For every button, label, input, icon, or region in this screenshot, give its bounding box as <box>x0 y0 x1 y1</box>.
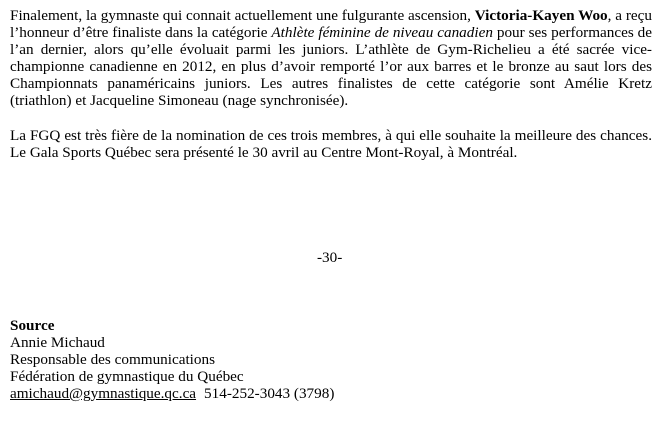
award-category: Athlète féminine de niveau canadien <box>271 24 493 41</box>
contact-name: Annie Michaud <box>10 334 105 351</box>
contact-phone: 514-252-3043 (3798) <box>204 385 335 402</box>
paragraph-mid: , a reçu l’honneur d’être finaliste dans la catégorie <box>10 7 653 41</box>
end-mark: -30- <box>317 249 343 266</box>
contact-email-link[interactable]: amichaud@gymnastique.qc.ca <box>10 385 197 402</box>
paragraph-gala: La FGQ est très fière de la nomination de ces trois membres, à qui elle souhaite la meilleure des chances. Le Gala Sports Québec sera présenté le 30 avril au Centre Mont-Royal, à Montréal. <box>10 127 652 161</box>
contact-line <box>10 385 334 402</box>
athlete-name: Victoria-Kayen Woo <box>474 7 608 24</box>
paragraph-intro: Finalement, la gymnaste qui connait actuellement une fulgurante ascension, <box>10 7 471 24</box>
source-block <box>10 317 334 402</box>
paragraph-finalist <box>10 7 652 109</box>
paragraph-rest: pour ses performances de l’an dernier, alors qu’elle évoluait parmi les juniors. L’athlète de Gym-Richelieu a été sacrée vice-championne canadienne en 2012, en plus d’avoir remporté l’or aux barres et le bronze au saut lors des Championnats panaméricains juniors. Les autres finalistes de cette catégorie sont Amélie Kretz (triathlon) et Jacqueline Simoneau (nage synchronisée). <box>10 24 653 109</box>
contact-organization: Fédération de gymnastique du Québec <box>10 368 244 385</box>
contact-role: Responsable des communications <box>10 351 215 368</box>
source-title: Source <box>10 317 55 334</box>
